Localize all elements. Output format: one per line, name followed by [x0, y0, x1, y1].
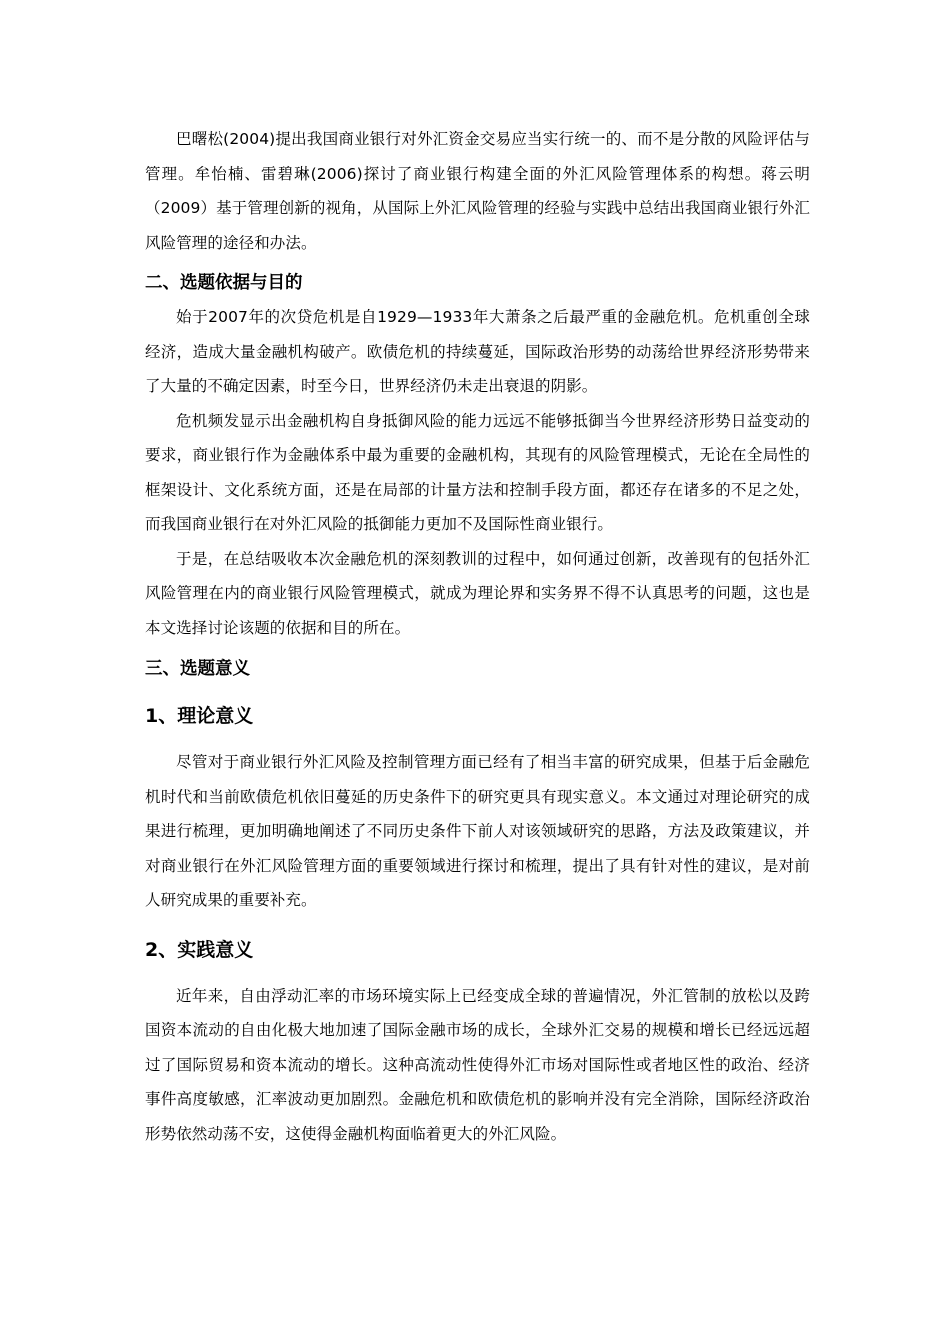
document-page [145, 122, 810, 1151]
paragraph-crisis-frequency: 危机频发显示出金融机构自身抵御风险的能力远远不能够抵御当今世界经济形势日益变动的要求，商业银行作为金融体系中最为重要的金融机构，其现有的风险管理模式，无论在全局性的框架设计、文化系统方面，还是在局部的计量方法和控制手段方面，都还存在诸多的不足之处，而我国商业银行在对外汇风险的抵御能力更加不及国际性商业银行。 [145, 411, 810, 533]
subheading-theoretical-significance: 1、理论意义 [145, 705, 254, 727]
section-heading-basis-and-purpose: 二、选题依据与目的 [145, 273, 303, 293]
paragraph-theoretical-significance: 尽管对于商业银行外汇风险及控制管理方面已经有了相当丰富的研究成果，但基于后金融危机时代和当前欧债危机依旧蔓延的历史条件下的研究更具有现实意义。本文通过对理论研究的成果进行梳理，更加明确地阐述了不同历史条件下前人对该领域研究的思路，方法及政策建议，并对商业银行在外汇风险管理方面的重要领域进行探讨和梳理，提出了具有针对性的建议，是对前人研究成果的重要补充。 [145, 753, 810, 909]
paragraph-lessons: 于是，在总结吸收本次金融危机的深刻教训的过程中，如何通过创新，改善现有的包括外汇风险管理在内的商业银行风险管理模式，就成为理论界和实务界不得不认真思考的问题，这也是本文选择讨论该题的依据和目的所在。 [145, 549, 810, 637]
intro-paragraph: 巴曙松(2004)提出我国商业银行对外汇资金交易应当实行统一的、而不是分散的风险评估与管理。牟怡楠、雷碧琳(2006)探讨了商业银行构建全面的外汇风险管理体系的构想。蒋云明（2009）基于管理创新的视角，从国际上外汇风险管理的经验与实践中总结出我国商业银行外汇风险管理的途径和办法。 [145, 130, 810, 252]
subheading-practical-significance: 2、实践意义 [145, 938, 254, 961]
paragraph-subprime-crisis: 始于2007年的次贷危机是自1929—1933年大萧条之后最严重的金融危机。危机重创全球经济，造成大量金融机构破产。欧债危机的持续蔓延，国际政治形势的动荡给世界经济形势带来了大量的不确定因素，时至今日，世界经济仍未走出衰退的阴影。 [145, 308, 810, 395]
section-heading-significance: 三、选题意义 [145, 659, 250, 679]
paragraph-practical-significance: 近年来，自由浮动汇率的市场环境实际上已经变成全球的普遍情况，外汇管制的放松以及跨国资本流动的自由化极大地加速了国际金融市场的成长，全球外汇交易的规模和增长已经远远超过了国际贸易和资本流动的增长。这种高流动性使得外汇市场对国际性或者地区性的政治、经济事件高度敏感，汇率波动更加剧烈。金融危机和欧债危机的影响并没有完全消除，国际经济政治形势依然动荡不安，这使得金融机构面临着更大的外汇风险。 [145, 986, 810, 1143]
